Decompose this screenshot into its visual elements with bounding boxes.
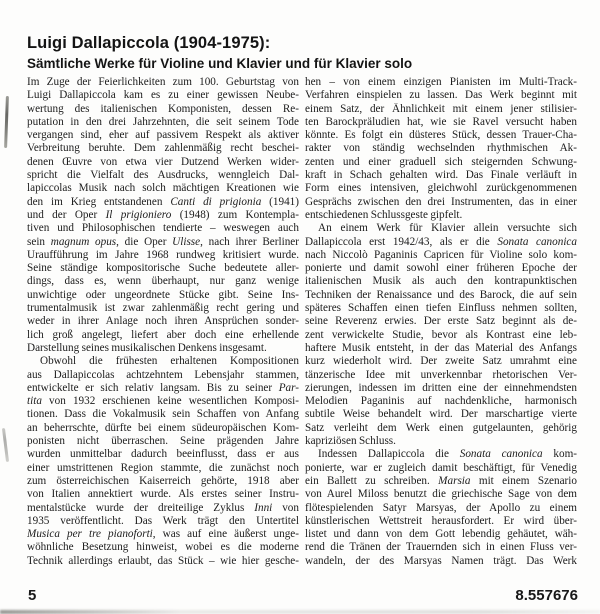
text-line: den im Krieg entstandenen Canti di prigionia (1941) — [27, 195, 299, 208]
text-line: tiven und Philosophischen tendierte – weswegen auch — [27, 222, 299, 235]
text-line: italienischen Musik als auch den kontrapunktischen — [305, 275, 577, 288]
text-line: zent verwickelte Studie, bevor als Kontrast eine leb- — [305, 328, 577, 341]
text-line: flötespielenden Satyr Marsyas, der Apollo zu einem — [305, 501, 577, 514]
text-line: Melodien Paganinis auf nachdenkliche, harmonisch — [305, 395, 577, 408]
text-line: lapiccolas Musik nach solch mächtigen Kreationen wie — [27, 182, 299, 195]
text-line: trumentalmusik ist zwar zahlenmäßig recht gering und — [27, 302, 299, 315]
text-line: rakter von ständig wechselnden rhythmischen Ak- — [305, 142, 577, 155]
text-line: hen – von einem einzigen Pianisten im Multi-Track- — [305, 76, 577, 88]
text-line: listet und dann von dem Gott lebendig gehäutet, wäh- — [305, 528, 577, 541]
text-line: ponisten nicht überraschen. Seine prägenden Jahre — [27, 435, 299, 448]
text-line: sein magnum opus, die Oper Ulisse, nach ihrer Berliner — [27, 235, 299, 248]
text-line: putation in den drei Jahrzehnten, die seit seinem Tode — [27, 115, 299, 128]
text-line: einer umstrittenen Region stammte, die zunächst noch — [27, 461, 299, 474]
text-line: könnte. Es folgt ein düsteres Stück, dessen Trauer-Cha- — [305, 129, 577, 142]
text-line: Technik allerdings erlaubt, das Stück – wie hier gesche- — [27, 554, 299, 567]
text-line: Verfahren einspielen zu lassen. Das Werk beginnt mit — [305, 89, 577, 102]
text-line: unwichtige oder ungeordnete Stücke gibt. Seine Ins- — [27, 288, 299, 301]
text-line: kraft in Schach gehalten wird. Das Finale verläuft in — [305, 169, 577, 182]
text-line: vergangen sind, eher auf passivem Respekt als aktiver — [27, 129, 299, 142]
text-line: denen Œuvre von etwa vier Dutzend Werken wider- — [27, 155, 299, 168]
text-line: An einem Werk für Klavier allein versuchte sich — [318, 222, 577, 235]
text-line: von Aurel Miloss benutzt die griechische Sage von dem — [305, 488, 577, 501]
text-line: nach Niccolò Paganinis Capricen für Violine solo kom- — [305, 248, 577, 261]
text-line: Dallapiccola erst 1942/43, als er die Sonata canonica — [305, 235, 577, 248]
text-line: wöhnliche Besetzung hinweist, wobei es die moderne — [27, 541, 299, 554]
text-line: Techniken der Renaissance und des Barock, die auf sein — [305, 288, 577, 301]
text-line: ten Barockpräludien hat, wie sie Ravel versucht haben — [305, 115, 577, 128]
text-line: einem Satz, der Ähnlichkeit mit einem jener stilisier- — [305, 102, 577, 115]
right-column — [305, 76, 577, 568]
text-line: wertung des italienischen Komponisten, dessen Re- — [27, 102, 299, 115]
text-line: haftere Musik entsteht, in der das Material des Anfangs — [305, 341, 577, 354]
page-title: Luigi Dallapiccola (1904-1975): — [27, 34, 271, 52]
text-line: Indessen Dallapiccola die Sonata canonica kom- — [318, 448, 577, 461]
text-line: rend die Tränen der Trauernden sich in einen Fluss ver- — [305, 541, 577, 554]
text-line: tionen. Dass die Vokalmusik sein Schaffen von Anfang — [27, 408, 299, 421]
text-line: 1935 veröffentlicht. Das Werk trägt den Untertitel — [27, 514, 299, 527]
text-line: Darstellung seines musikalischen Denkens insgesamt. — [27, 341, 267, 354]
text-line: Uraufführung im Jahre 1968 rundweg kritisiert wurde. — [27, 248, 299, 261]
text-line: mentalstücke wurde der dreiteilige Zyklus Inni von — [27, 501, 299, 514]
text-line: entschiedenen Schlussgeste gipfelt. — [305, 208, 463, 221]
text-line: Seine ständige kompositorische Suche bedeutete aller- — [27, 262, 299, 275]
text-line: spricht die Vielfalt des Ausdrucks, wenngleich Dal- — [27, 169, 299, 182]
text-line: späteres Schaffen einen tiefen Einfluss nehmen sollten, — [305, 302, 577, 315]
text-line: künstlerischen Wettstreit herausfordert. Er wird über- — [305, 514, 577, 527]
text-line: dings, dass es, wenn überhaupt, nur ganz wenige — [27, 275, 299, 288]
article-body — [27, 76, 577, 568]
page-subtitle: Sämtliche Werke für Violine und Klavier und für Klavier solo — [27, 56, 413, 71]
text-line: zierungen, indessen im dritten eine der einnehmendsten — [305, 381, 577, 394]
text-line: Form eines intensiven, gleichwohl zurückgenommenen — [305, 182, 577, 195]
text-line: aus Dallapiccolas achtzehntem Lebensjahr stammen, — [27, 368, 299, 381]
text-line: entwickelte er sich relativ langsam. Bis zu seiner Par- — [27, 381, 299, 394]
text-line: lich groß angelegt, liefert aber doch eine erhellende — [27, 328, 299, 341]
text-line: subtile Weise behandelt wird. Der marschartige vierte — [305, 408, 577, 421]
text-line: kurz wiederholt wird. Der zweite Satz umrahmt eine — [305, 355, 577, 368]
text-line: von Italien annektiert wurde. Als erstes seiner Instru- — [27, 488, 299, 501]
text-line: ponierte, war er zugleich damit beschäftigt, für Venedig — [305, 461, 577, 474]
staple-mark-top — [4, 96, 9, 148]
text-line: weder in ihrer Anlage noch ihren Ansprüchen sonder- — [27, 315, 299, 328]
catalog-number: 8.557676 — [515, 587, 578, 604]
text-line: Luigi Dallapiccola kam es zu einer gewissen Neube- — [27, 89, 299, 102]
left-column — [27, 76, 299, 568]
text-line: zenten und einer graduell sich steigernden Schwung- — [305, 155, 577, 168]
text-line: Musica per tre pianoforti, was auf eine äußerst unge- — [27, 528, 299, 541]
text-line: tänzerische Idee mit unverkennbar rhetorischen Ver- — [305, 368, 577, 381]
text-line: Gesprächs zwischen den drei Instrumenten, das in einer — [305, 195, 577, 208]
text-line: Im Zuge der Feierlichkeiten zum 100. Geburtstag von — [27, 76, 299, 88]
scan-edge-shadow — [0, 610, 600, 614]
text-line: wurden unmittelbar dadurch beeinflusst, dass er aus — [27, 448, 299, 461]
text-line: und der Oper Il prigioniero (1948) zum Kontempla- — [27, 208, 299, 221]
text-line: seine Reverenz erwies. Der erste Satz beginnt als de- — [305, 315, 577, 328]
text-line: kapriziösen Schluss. — [305, 435, 396, 448]
text-line: Obwohl die frühesten erhaltenen Kompositionen — [40, 355, 299, 368]
text-line: Verbreitung beruhte. Dem zahlenmäßig recht beschei- — [27, 142, 299, 155]
text-line: wandeln, der des Marsyas Namen trägt. Das Werk — [305, 554, 577, 567]
page-number: 5 — [28, 587, 37, 604]
text-line: an beherrschte, dürfte bei einem südeuropäischen Kom- — [27, 421, 299, 434]
text-line: Satz verleiht dem Werk einen gutgelaunten, gehörig — [305, 421, 577, 434]
text-line: tita von 1932 erschienen keine wesentlichen Komposi- — [27, 395, 299, 408]
staple-mark-bottom — [2, 428, 9, 462]
text-line: zum österreichischen Kaiserreich gehörte, 1918 aber — [27, 474, 299, 487]
text-line: ponierte und damit sowohl einer früheren Epoche der — [305, 262, 577, 275]
text-line: ein Ballett zu schreiben. Marsia mit einem Szenario — [305, 474, 577, 487]
header — [27, 33, 577, 72]
